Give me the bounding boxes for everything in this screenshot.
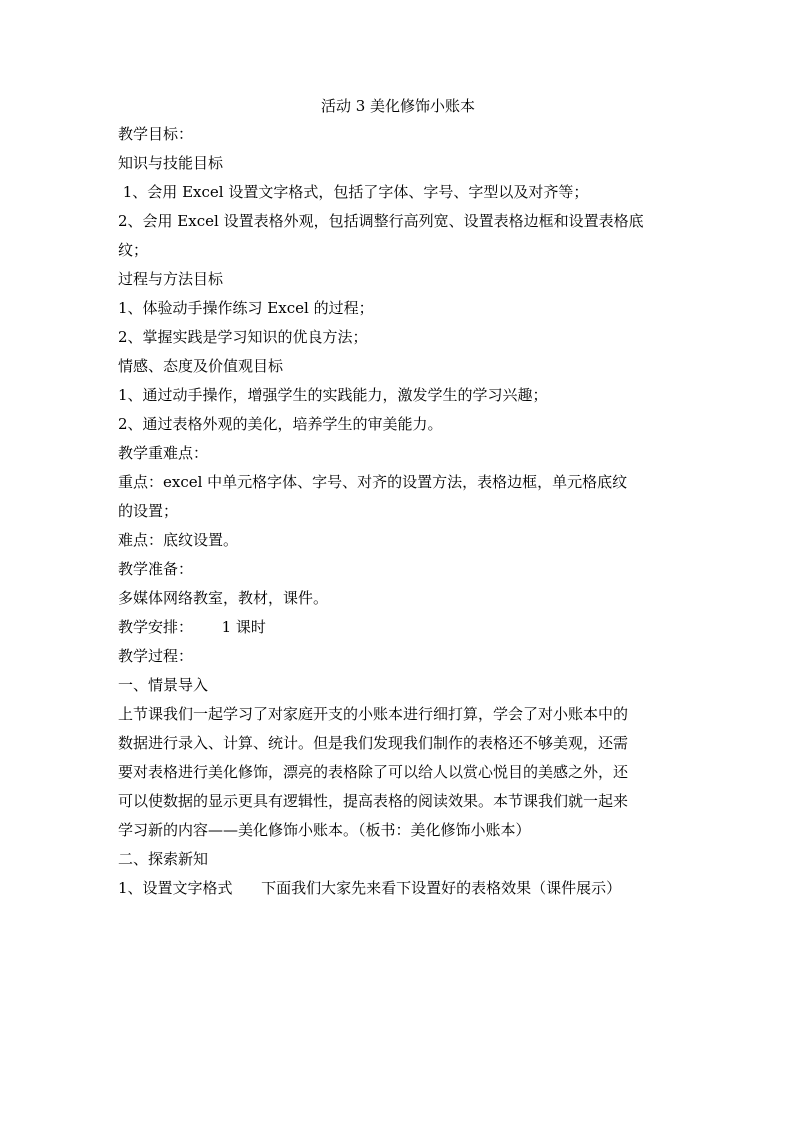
introduction-line-3: 要对表格进行美化修饰，漂亮的表格除了可以给人以赏心悦目的美感之外，还 bbox=[118, 763, 629, 781]
process-item-2: 2、掌握实践是学习知识的优良方法； bbox=[118, 328, 368, 346]
difficult-point: 难点：底纹设置。 bbox=[118, 531, 239, 549]
key-points-line-2: 的设置； bbox=[118, 502, 179, 520]
introduction-line-1: 上节课我们一起学习了对家庭开支的小账本进行细打算，学会了对小账本中的 bbox=[118, 705, 629, 723]
introduction-line-5: 学习新的内容——美化修饰小账本。（板书：美化修饰小账本） bbox=[118, 821, 531, 839]
process-item-1: 1、体验动手操作练习 Excel 的过程； bbox=[118, 299, 374, 317]
section-explore-new-knowledge: 二、探索新知 bbox=[118, 850, 209, 868]
goal-item-1: 1、会用 Excel 设置文字格式，包括了字体、字号、字型以及对齐等； bbox=[118, 183, 589, 201]
key-points-line-1: 重点：excel 中单元格字体、字号、对齐的设置方法，表格边框，单元格底纹 bbox=[118, 473, 628, 491]
heading-knowledge-skill-goals: 知识与技能目标 bbox=[118, 154, 224, 172]
heading-process-method-goals: 过程与方法目标 bbox=[118, 270, 224, 288]
heading-emotion-attitude-goals: 情感、态度及价值观目标 bbox=[118, 357, 284, 375]
introduction-line-4: 可以使数据的显示更具有逻辑性，提高表格的阅读效果。本节课我们就一起来 bbox=[118, 792, 629, 810]
goal-item-2-continued: 纹； bbox=[118, 241, 149, 259]
task-set-text-format: 1、设置文字格式 下面我们大家先来看下设置好的表格效果（课件展示） bbox=[118, 879, 622, 897]
document-title: 活动 3 美化修饰小账本 bbox=[320, 97, 476, 115]
section-situation-introduction: 一、情景导入 bbox=[118, 676, 209, 694]
goal-item-2: 2、会用 Excel 设置表格外观，包括调整行高列宽、设置表格边框和设置表格底 bbox=[118, 212, 644, 230]
preparation-text: 多媒体网络教室，教材，课件。 bbox=[118, 589, 329, 607]
introduction-line-2: 数据进行录入、计算、统计。但是我们发现我们制作的表格还不够美观，还需 bbox=[118, 734, 629, 752]
heading-teaching-process: 教学过程： bbox=[118, 647, 194, 665]
heading-teaching-goals: 教学目标： bbox=[118, 125, 194, 143]
document-body bbox=[118, 93, 678, 903]
heading-key-difficult-points: 教学重难点： bbox=[118, 444, 209, 462]
emotion-item-2: 2、通过表格外观的美化，培养学生的审美能力。 bbox=[118, 415, 443, 433]
heading-preparation: 教学准备： bbox=[118, 560, 194, 578]
emotion-item-1: 1、通过动手操作，增强学生的实践能力，激发学生的学习兴趣； bbox=[118, 386, 548, 404]
schedule-text: 教学安排： 1 课时 bbox=[118, 618, 266, 636]
